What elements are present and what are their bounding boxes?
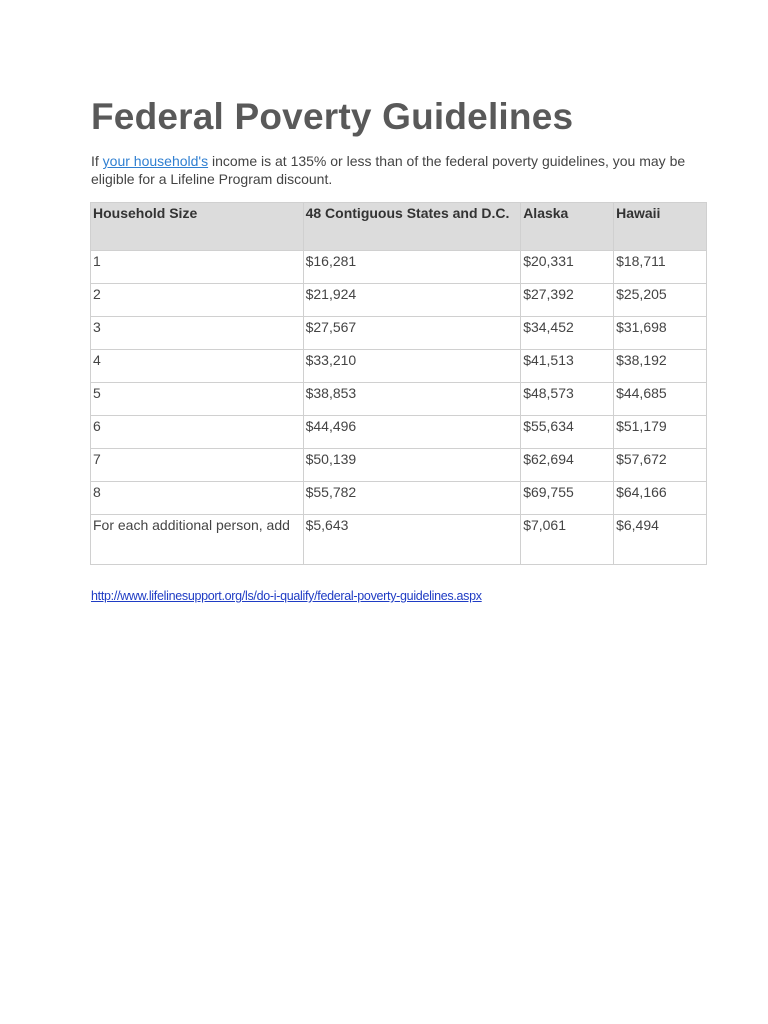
source-url-link[interactable]: http://www.lifelinesupport.org/ls/do-i-qualify/federal-poverty-guidelines.aspx <box>91 589 482 603</box>
cell-hawaii: $31,698 <box>614 317 707 350</box>
cell-alaska: $48,573 <box>521 383 614 416</box>
cell-household-size: 6 <box>91 416 304 449</box>
page-title: Federal Poverty Guidelines <box>91 96 574 137</box>
table-row <box>91 515 707 565</box>
cell-alaska: $20,331 <box>521 251 614 284</box>
poverty-guidelines-table <box>90 202 707 565</box>
cell-hawaii: $18,711 <box>614 251 707 284</box>
header-hawaii: Hawaii <box>614 203 707 251</box>
cell-household-size: 8 <box>91 482 304 515</box>
header-household-size: Household Size <box>91 203 304 251</box>
cell-household-size: 2 <box>91 284 304 317</box>
cell-household-size: For each additional person, add <box>91 515 304 565</box>
cell-household-size: 7 <box>91 449 304 482</box>
table-row <box>91 449 707 482</box>
table-row <box>91 482 707 515</box>
table-row <box>91 383 707 416</box>
table-row <box>91 284 707 317</box>
cell-contiguous-states: $55,782 <box>303 482 521 515</box>
cell-alaska: $34,452 <box>521 317 614 350</box>
cell-contiguous-states: $38,853 <box>303 383 521 416</box>
header-contiguous-states: 48 Contiguous States and D.C. <box>303 203 521 251</box>
cell-hawaii: $64,166 <box>614 482 707 515</box>
cell-hawaii: $44,685 <box>614 383 707 416</box>
cell-household-size: 1 <box>91 251 304 284</box>
intro-paragraph <box>91 152 691 188</box>
cell-household-size: 5 <box>91 383 304 416</box>
cell-alaska: $7,061 <box>521 515 614 565</box>
cell-hawaii: $25,205 <box>614 284 707 317</box>
cell-alaska: $55,634 <box>521 416 614 449</box>
cell-contiguous-states: $27,567 <box>303 317 521 350</box>
cell-alaska: $62,694 <box>521 449 614 482</box>
cell-contiguous-states: $16,281 <box>303 251 521 284</box>
cell-contiguous-states: $33,210 <box>303 350 521 383</box>
cell-contiguous-states: $5,643 <box>303 515 521 565</box>
cell-hawaii: $38,192 <box>614 350 707 383</box>
household-link[interactable]: your household's <box>102 153 209 169</box>
cell-hawaii: $57,672 <box>614 449 707 482</box>
header-alaska: Alaska <box>521 203 614 251</box>
table-row <box>91 416 707 449</box>
cell-hawaii: $6,494 <box>614 515 707 565</box>
cell-household-size: 3 <box>91 317 304 350</box>
cell-household-size: 4 <box>91 350 304 383</box>
table-row <box>91 317 707 350</box>
intro-prefix: If <box>91 153 103 169</box>
cell-alaska: $69,755 <box>521 482 614 515</box>
cell-contiguous-states: $44,496 <box>303 416 521 449</box>
table-row <box>91 350 707 383</box>
cell-contiguous-states: $50,139 <box>303 449 521 482</box>
intro-suffix: income is at 135% or less than of the federal poverty guidelines, you may be eligible for a Lifeline Program discount. <box>91 153 686 187</box>
table-row <box>91 251 707 284</box>
cell-hawaii: $51,179 <box>614 416 707 449</box>
cell-contiguous-states: $21,924 <box>303 284 521 317</box>
table-header-row <box>91 203 707 251</box>
cell-alaska: $41,513 <box>521 350 614 383</box>
cell-alaska: $27,392 <box>521 284 614 317</box>
